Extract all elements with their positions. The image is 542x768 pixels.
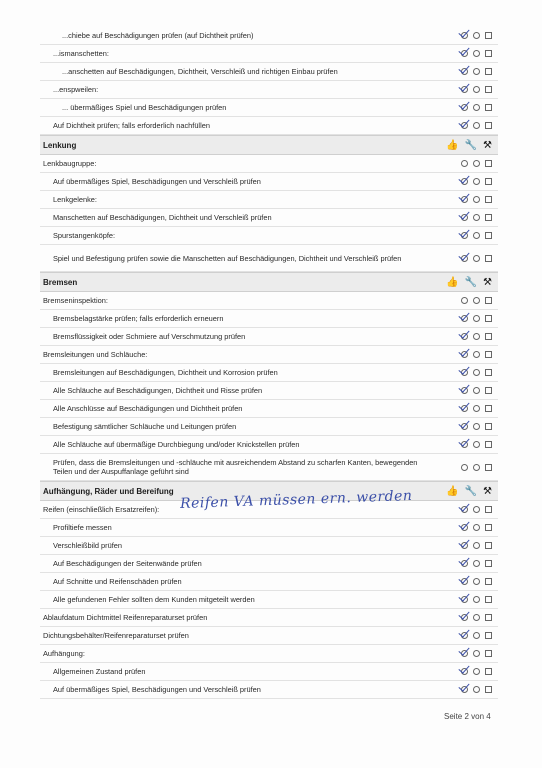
checklist-row xyxy=(40,663,498,681)
section-icons xyxy=(446,136,492,154)
checklist-row xyxy=(40,245,498,272)
status-marks xyxy=(461,681,492,698)
row-label: ... übermäßiges Spiel und Beschädigungen prüfen xyxy=(62,103,227,112)
row-label: Ablaufdatum Dichtmittel Reifenreparaturset prüfen xyxy=(43,613,208,622)
repair-box[interactable] xyxy=(485,178,492,185)
row-label: ...chiebe auf Beschädigungen prüfen (auf Dichtheit prüfen) xyxy=(62,30,254,40)
row-label: ...ismanschetten: xyxy=(53,49,109,58)
status-marks xyxy=(461,117,492,134)
repair-box[interactable] xyxy=(485,351,492,358)
section-title: Aufhängung, Räder und Bereifung xyxy=(43,486,174,496)
checklist-row xyxy=(40,63,498,81)
row-label: Profiltiefe messen xyxy=(53,523,112,532)
section-title: Lenkung xyxy=(43,140,77,150)
attention-circle[interactable] xyxy=(473,632,480,639)
repair-box[interactable] xyxy=(485,196,492,203)
attention-circle[interactable] xyxy=(473,441,480,448)
status-marks xyxy=(461,81,492,98)
section-icons xyxy=(446,273,492,291)
checklist-row xyxy=(40,155,498,173)
attention-circle[interactable] xyxy=(473,686,480,693)
page-number: Seite 2 von 4 xyxy=(444,712,491,721)
repair-box[interactable] xyxy=(485,50,492,57)
attention-circle[interactable] xyxy=(473,178,480,185)
row-label: Bremsbelagstärke prüfen; falls erforderlich erneuern xyxy=(53,314,224,323)
checklist-row xyxy=(40,346,498,364)
attention-circle[interactable] xyxy=(473,614,480,621)
status-marks xyxy=(461,591,492,608)
row-label: Auf Schnitte und Reifenschäden prüfen xyxy=(53,577,182,586)
ok-circle[interactable] xyxy=(461,423,468,430)
attention-circle[interactable] xyxy=(473,315,480,322)
checklist-row xyxy=(40,117,498,135)
checklist-row xyxy=(40,609,498,627)
ok-circle[interactable] xyxy=(461,632,468,639)
ok-circle[interactable] xyxy=(461,178,468,185)
repair-box[interactable] xyxy=(485,297,492,304)
repair-box[interactable] xyxy=(485,632,492,639)
row-label: Reifen (einschließlich Ersatzreifen): xyxy=(43,505,160,514)
row-label: Bremsleitungen auf Beschädigungen, Dichtheit und Korrosion prüfen xyxy=(53,368,278,377)
ok-circle[interactable] xyxy=(461,387,468,394)
status-marks xyxy=(461,346,492,363)
repair-box[interactable] xyxy=(485,668,492,675)
repair-box[interactable] xyxy=(485,160,492,167)
repair-box[interactable] xyxy=(485,315,492,322)
attention-circle[interactable] xyxy=(473,104,480,111)
checklist-row xyxy=(40,81,498,99)
checklist-row xyxy=(40,26,498,45)
row-label: Spiel und Befestigung prüfen sowie die Manschetten auf Beschädigungen, Dichtheit und Verschleiß prüfen xyxy=(53,253,402,263)
status-marks xyxy=(461,663,492,680)
repair-box[interactable] xyxy=(485,686,492,693)
attention-circle[interactable] xyxy=(473,86,480,93)
ok-circle[interactable] xyxy=(461,441,468,448)
repair-box[interactable] xyxy=(485,214,492,221)
ok-circle[interactable] xyxy=(461,160,468,167)
section-title: Bremsen xyxy=(43,277,78,287)
ok-circle[interactable] xyxy=(461,578,468,585)
repair-box[interactable] xyxy=(485,614,492,621)
attention-circle[interactable] xyxy=(473,387,480,394)
checklist-row xyxy=(40,45,498,63)
ok-circle[interactable] xyxy=(461,405,468,412)
ok-circle[interactable] xyxy=(461,560,468,567)
checklist-row xyxy=(40,191,498,209)
attention-circle[interactable] xyxy=(473,524,480,531)
status-marks xyxy=(461,382,492,399)
ok-circle[interactable] xyxy=(461,464,468,471)
status-marks xyxy=(461,245,492,271)
status-marks xyxy=(461,26,492,44)
status-marks xyxy=(461,573,492,590)
checklist-row xyxy=(40,436,498,454)
attention-circle[interactable] xyxy=(473,50,480,57)
status-marks xyxy=(461,555,492,572)
ok-circle[interactable] xyxy=(461,333,468,340)
status-marks xyxy=(461,454,492,480)
status-marks xyxy=(461,364,492,381)
attention-circle[interactable] xyxy=(473,596,480,603)
status-marks xyxy=(461,627,492,644)
status-marks xyxy=(461,45,492,62)
attention-circle[interactable] xyxy=(473,333,480,340)
attention-circle[interactable] xyxy=(473,32,480,39)
thumb-up-icon: 👍 xyxy=(446,139,459,151)
ok-circle[interactable] xyxy=(461,524,468,531)
checklist-row xyxy=(40,209,498,227)
checklist-row xyxy=(40,681,498,699)
row-label: Alle Schläuche auf übermäßige Durchbiegung und/oder Knickstellen prüfen xyxy=(53,440,300,449)
row-label: Auf übermäßiges Spiel, Beschädigungen und Verschleiß prüfen xyxy=(53,177,261,186)
attention-circle[interactable] xyxy=(473,542,480,549)
handwritten-note: Reifen VA müssen ern. werden xyxy=(179,487,413,513)
checklist-row xyxy=(40,454,498,481)
ok-circle[interactable] xyxy=(461,596,468,603)
checklist-row xyxy=(40,627,498,645)
wrench-icon: 🔧 xyxy=(464,276,478,288)
checklist-row xyxy=(40,418,498,436)
checklist-row xyxy=(40,364,498,382)
repair-box[interactable] xyxy=(485,542,492,549)
repair-box[interactable] xyxy=(485,333,492,340)
attention-circle[interactable] xyxy=(473,214,480,221)
attention-circle[interactable] xyxy=(473,560,480,567)
checklist-row xyxy=(40,519,498,537)
row-label: Alle Schläuche auf Beschädigungen, Dichtheit und Risse prüfen xyxy=(53,386,263,395)
row-label: Dichtungsbehälter/Reifenreparaturset prüfen xyxy=(43,631,189,640)
status-marks xyxy=(461,519,492,536)
status-marks xyxy=(461,227,492,244)
row-label: Spurstangenköpfe: xyxy=(53,231,116,240)
section-header xyxy=(40,272,498,292)
repair-box[interactable] xyxy=(485,86,492,93)
repair-box[interactable] xyxy=(485,104,492,111)
attention-circle[interactable] xyxy=(473,122,480,129)
attention-circle[interactable] xyxy=(473,297,480,304)
status-marks xyxy=(461,645,492,662)
row-label: Alle Anschlüsse auf Beschädigungen und Dichtheit prüfen xyxy=(53,404,243,413)
repair-box[interactable] xyxy=(485,524,492,531)
row-label: Bremsflüssigkeit oder Schmiere auf Verschmutzung prüfen xyxy=(53,332,246,341)
checklist-row xyxy=(40,173,498,191)
checklist-row xyxy=(40,310,498,328)
repair-box[interactable] xyxy=(485,423,492,430)
repair-box[interactable] xyxy=(485,122,492,129)
row-label: Bremsleitungen und Schläuche: xyxy=(43,350,148,359)
ok-circle[interactable] xyxy=(461,122,468,129)
row-label: ...anschetten auf Beschädigungen, Dichtheit, Verschleiß und richtigen Einbau prüfen xyxy=(62,67,338,76)
wrench-icon: 🔧 xyxy=(464,139,478,151)
repair-box[interactable] xyxy=(485,506,492,513)
row-label: Prüfen, dass die Bremsleitungen und -schläuche mit ausreichendem Abstand zu scharfen Kanten, bewegenden Teilen und der Auspuffanlage geführt sind xyxy=(53,458,418,476)
row-label: Allgemeinen Zustand prüfen xyxy=(53,667,146,676)
attention-circle[interactable] xyxy=(473,68,480,75)
thumb-up-icon: 👍 xyxy=(446,485,459,497)
status-marks xyxy=(461,292,492,309)
status-marks xyxy=(461,501,492,518)
checklist xyxy=(40,26,498,699)
row-label: Alle gefundenen Fehler sollten dem Kunden mitgeteilt werden xyxy=(53,595,255,604)
row-label: Lenkgelenke: xyxy=(53,195,97,204)
ok-circle[interactable] xyxy=(461,50,468,57)
ok-circle[interactable] xyxy=(461,369,468,376)
checklist-row xyxy=(40,382,498,400)
tools-icon: ⚒ xyxy=(483,139,492,151)
attention-circle[interactable] xyxy=(473,423,480,430)
checklist-row xyxy=(40,591,498,609)
row-label: Verschleißbild prüfen xyxy=(53,541,123,550)
ok-circle[interactable] xyxy=(461,351,468,358)
ok-circle[interactable] xyxy=(461,686,468,693)
ok-circle[interactable] xyxy=(461,68,468,75)
repair-box[interactable] xyxy=(485,560,492,567)
row-label: Manschetten auf Beschädigungen, Dichtheit und Verschleiß prüfen xyxy=(53,213,272,222)
ok-circle[interactable] xyxy=(461,196,468,203)
ok-circle[interactable] xyxy=(461,506,468,513)
status-marks xyxy=(461,400,492,417)
attention-circle[interactable] xyxy=(473,369,480,376)
checklist-row xyxy=(40,227,498,245)
row-label: Auf übermäßiges Spiel, Beschädigungen und Verschleiß prüfen xyxy=(53,685,261,694)
repair-box[interactable] xyxy=(485,387,492,394)
repair-box[interactable] xyxy=(485,369,492,376)
status-marks xyxy=(461,155,492,172)
ok-circle[interactable] xyxy=(461,297,468,304)
repair-box[interactable] xyxy=(485,32,492,39)
ok-circle[interactable] xyxy=(461,542,468,549)
row-label: Auf Dichtheit prüfen; falls erforderlich nachfüllen xyxy=(53,121,210,130)
ok-circle[interactable] xyxy=(461,650,468,657)
attention-circle[interactable] xyxy=(473,255,480,262)
tools-icon: ⚒ xyxy=(483,276,492,288)
repair-box[interactable] xyxy=(485,255,492,262)
ok-circle[interactable] xyxy=(461,86,468,93)
row-label: ...enspweilen: xyxy=(53,85,99,94)
checklist-row xyxy=(40,328,498,346)
ok-circle[interactable] xyxy=(461,315,468,322)
status-marks xyxy=(461,173,492,190)
status-marks xyxy=(461,191,492,208)
status-marks xyxy=(461,418,492,435)
row-label: Aufhängung: xyxy=(43,649,85,658)
checklist-row xyxy=(40,99,498,117)
repair-box[interactable] xyxy=(485,232,492,239)
checklist-row xyxy=(40,555,498,573)
repair-box[interactable] xyxy=(485,464,492,471)
attention-circle[interactable] xyxy=(473,232,480,239)
repair-box[interactable] xyxy=(485,578,492,585)
status-marks xyxy=(461,63,492,80)
wrench-icon: 🔧 xyxy=(464,485,478,497)
attention-circle[interactable] xyxy=(473,578,480,585)
checklist-row xyxy=(40,292,498,310)
status-marks xyxy=(461,436,492,453)
status-marks xyxy=(461,609,492,626)
ok-circle[interactable] xyxy=(461,32,468,39)
status-marks xyxy=(461,537,492,554)
status-marks xyxy=(461,99,492,116)
status-marks xyxy=(461,209,492,226)
repair-box[interactable] xyxy=(485,68,492,75)
section-header xyxy=(40,135,498,155)
checklist-row xyxy=(40,573,498,591)
checklist-row xyxy=(40,400,498,418)
attention-circle[interactable] xyxy=(473,160,480,167)
attention-circle[interactable] xyxy=(473,351,480,358)
ok-circle[interactable] xyxy=(461,614,468,621)
status-marks xyxy=(461,328,492,345)
row-label: Auf Beschädigungen der Seitenwände prüfen xyxy=(53,559,202,568)
attention-circle[interactable] xyxy=(473,405,480,412)
ok-circle[interactable] xyxy=(461,255,468,262)
row-label: Lenkbaugruppe: xyxy=(43,159,97,168)
status-marks xyxy=(461,310,492,327)
row-label: Bremseninspektion: xyxy=(43,296,108,305)
thumb-up-icon: 👍 xyxy=(446,276,459,288)
repair-box[interactable] xyxy=(485,650,492,657)
section-icons xyxy=(446,482,492,500)
ok-circle[interactable] xyxy=(461,104,468,111)
ok-circle[interactable] xyxy=(461,214,468,221)
attention-circle[interactable] xyxy=(473,668,480,675)
row-label: Befestigung sämtlicher Schläuche und Leitungen prüfen xyxy=(53,422,237,431)
ok-circle[interactable] xyxy=(461,232,468,239)
repair-box[interactable] xyxy=(485,596,492,603)
ok-circle[interactable] xyxy=(461,668,468,675)
checklist-row xyxy=(40,645,498,663)
attention-circle[interactable] xyxy=(473,506,480,513)
repair-box[interactable] xyxy=(485,405,492,412)
repair-box[interactable] xyxy=(485,441,492,448)
attention-circle[interactable] xyxy=(473,650,480,657)
tools-icon: ⚒ xyxy=(483,485,492,497)
attention-circle[interactable] xyxy=(473,196,480,203)
attention-circle[interactable] xyxy=(473,464,480,471)
checklist-row xyxy=(40,537,498,555)
